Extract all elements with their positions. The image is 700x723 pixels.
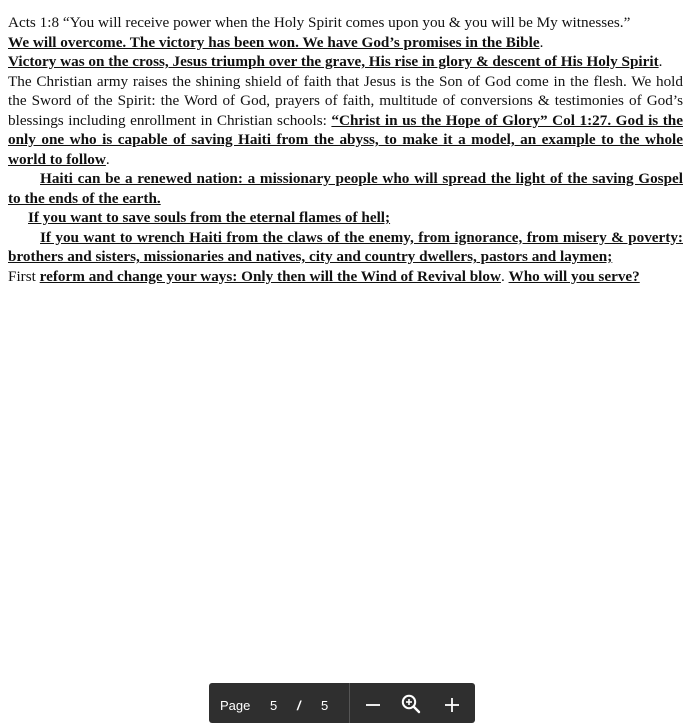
paragraph-overcome xyxy=(8,33,683,53)
zoom-in-button[interactable] xyxy=(441,693,463,715)
christian-army-text: The Christian army raises the shining shield of faith that Jesus is the Son of God come in the flesh. We hold the Sword of the Spirit: the Word of God, prayers of faith, multitude of conversions & testimonies of God’s blessings including enrollment in Christian schools: xyxy=(8,72,683,129)
zoom-in-icon xyxy=(441,693,463,715)
christ-hope-text: “Christ in us the Hope of Glory” Col 1:27. God is the only one who is capable of saving Haiti from the abyss, to make it a model, an example to the whole world to follow xyxy=(8,111,683,168)
zoom-out-button[interactable] xyxy=(362,693,384,715)
current-page-input[interactable]: 5 xyxy=(270,698,278,713)
punctuation: . xyxy=(105,150,110,168)
page-separator: / xyxy=(297,698,301,713)
paragraph-save-souls: If you want to save souls from the eternal flames of hell; xyxy=(28,209,391,226)
total-pages: 5 xyxy=(321,698,329,713)
paragraph-victory xyxy=(8,52,683,72)
page-label: Page xyxy=(220,698,251,713)
paragraph-renewed-nation: Haiti can be a renewed nation: a missionary people who will spread the light of the saving Gospel to the ends of the earth. xyxy=(8,170,683,207)
first-text: First xyxy=(8,267,40,285)
paragraph-wrench-haiti: If you want to wrench Haiti from the claws of the enemy, from ignorance, from misery & poverty: brothers and sisters, missionaries and natives, city and country dwellers, pastors and laymen; xyxy=(8,228,683,265)
zoom-fit-icon xyxy=(400,693,422,715)
punctuation: . xyxy=(500,267,509,285)
zoom-out-icon xyxy=(362,693,384,715)
victory-text: Victory was on the cross, Jesus triumph over the grave, His rise in glory & descent of His Holy Spirit xyxy=(8,53,659,70)
reform-text: reform and change your ways: Only then will the Wind of Revival blow xyxy=(39,267,501,285)
pdf-toolbar xyxy=(209,683,475,723)
punctuation: . xyxy=(539,33,544,51)
punctuation: . xyxy=(658,53,663,70)
paragraph-reform xyxy=(8,267,683,287)
zoom-fit-button[interactable] xyxy=(400,693,422,715)
document-page xyxy=(8,13,683,286)
overcome-text: We will overcome. The victory has been won. We have God’s promises in the Bible xyxy=(8,33,540,51)
scripture-line: Acts 1:8 “You will receive power when the Holy Spirit comes upon you & you will be My witnesses.” xyxy=(8,14,631,31)
serve-question: Who will you serve? xyxy=(508,267,640,285)
toolbar-divider xyxy=(349,683,350,723)
paragraph-christian-army xyxy=(8,72,683,170)
